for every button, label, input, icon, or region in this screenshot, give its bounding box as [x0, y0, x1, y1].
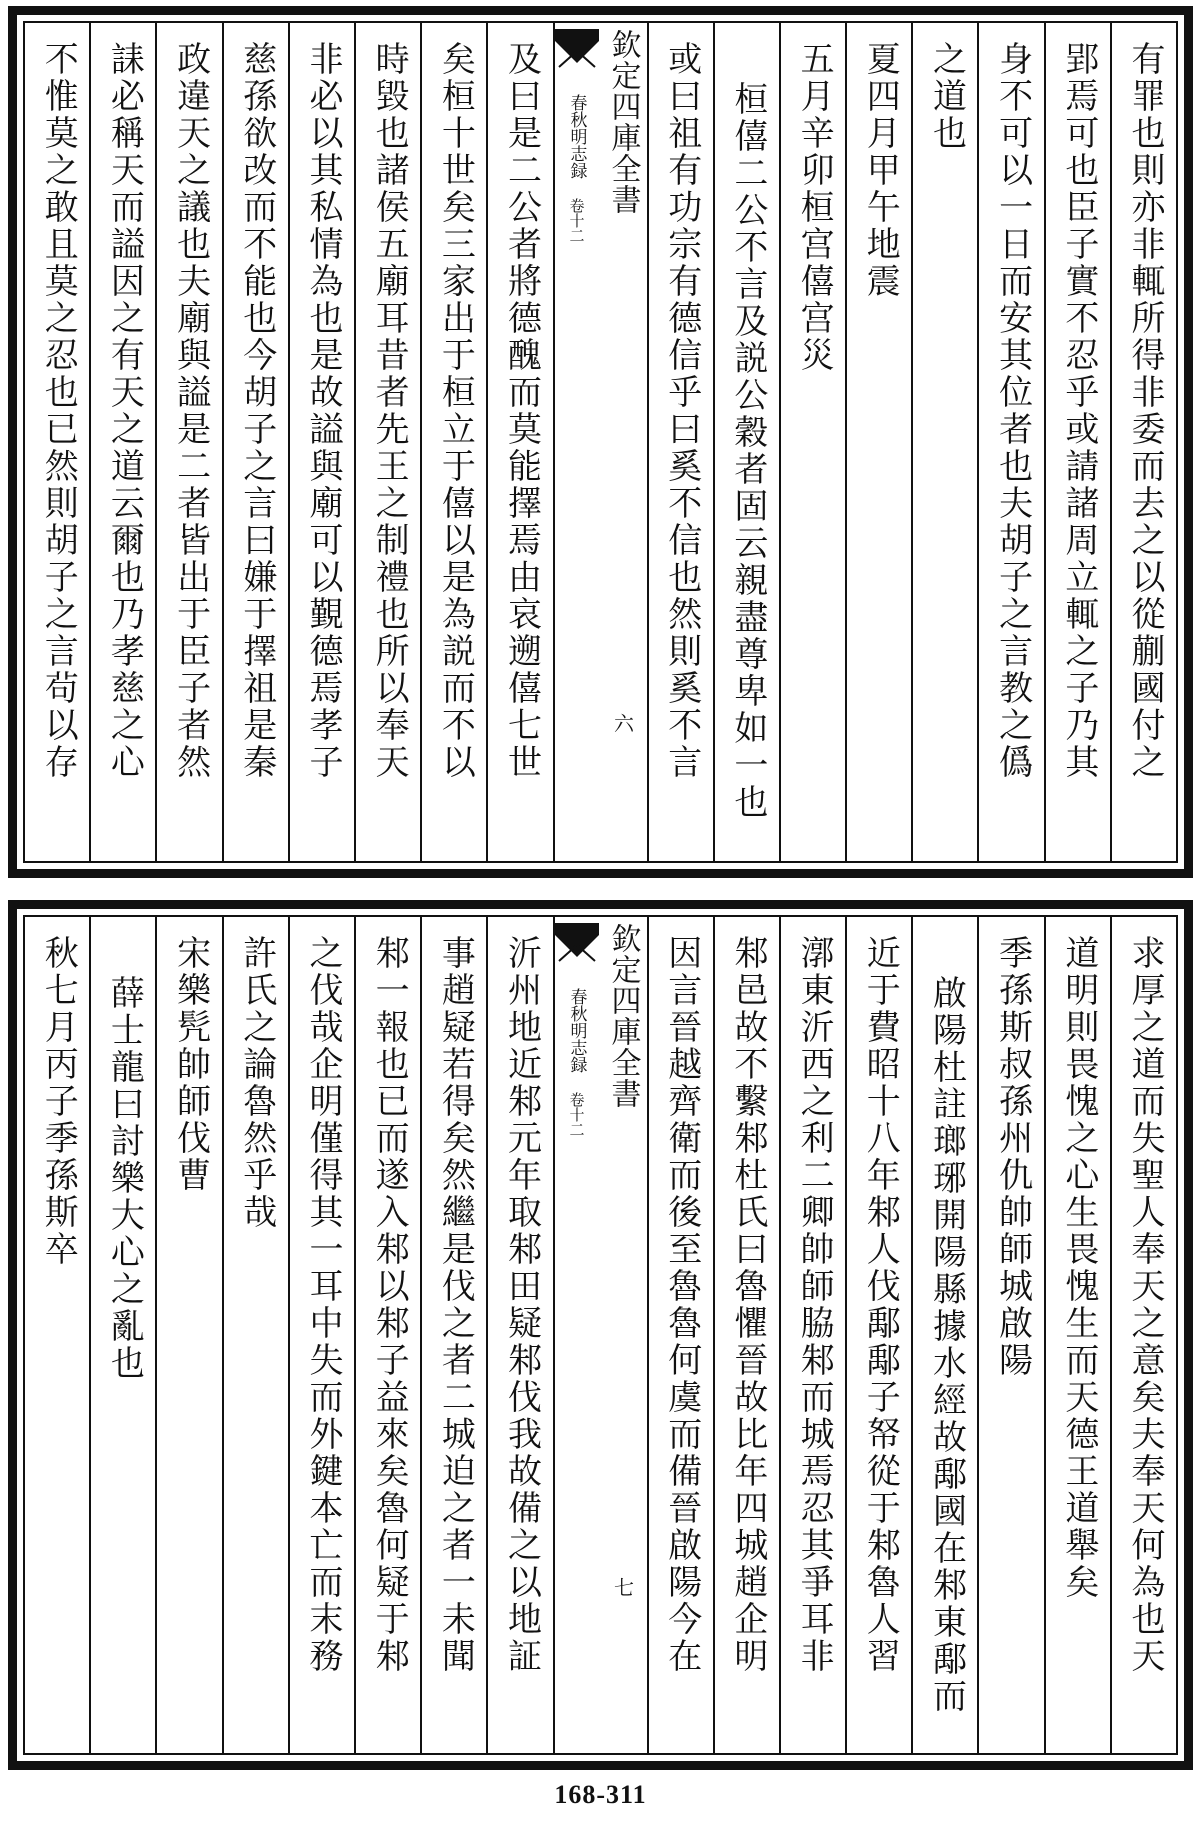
text-column: 宋樂髠帥師伐曹	[155, 917, 221, 1753]
fold-page-number: 七	[610, 1577, 635, 1597]
fold-volume: 卷十二	[567, 1092, 586, 1137]
text-column: 邾邑故不繫邾杜氏曰魯懼晉故比年四城趙企明	[713, 917, 779, 1753]
text-column: 漷東沂西之利二卿帥師脇邾而城焉忍其爭耳非	[779, 917, 845, 1753]
text-column: 之道也	[911, 23, 977, 861]
text-column: 有罪也則亦非輒所得非委而去之以從蒯國付之	[1110, 23, 1176, 861]
text-column: 季孫斯叔孫州仇帥師城啟陽	[977, 917, 1043, 1753]
text-column: 秋七月丙子季孫斯卒	[38, 935, 79, 1268]
text-column: 政違天之議也夫廟與謚是二者皆出于臣子者然	[155, 23, 221, 861]
fishtail-mark-icon	[555, 923, 599, 963]
text-column: 因言晉越齊衛而後至魯魯何虞而備晉啟陽今在	[647, 917, 713, 1753]
text-column: 時毀也諸侯五廟耳昔者先王之制禮也所以奉天	[354, 23, 420, 861]
text-column: 事趙疑若得矣然繼是伐之者二城迫之者一未聞	[420, 917, 486, 1753]
text-column: 身不可以一日而安其位者也夫胡子之言教之僞	[977, 23, 1043, 861]
text-column: 道明則畏愧之心生畏愧生而天德王道舉矣	[1044, 917, 1110, 1753]
fold-volume: 卷十二	[567, 198, 586, 243]
fold-book-title: 春秋明志録	[566, 988, 587, 1073]
top-page-frame	[23, 21, 1178, 863]
text-column: 許氏之論魯然乎哉	[222, 917, 288, 1753]
center-fold	[553, 23, 647, 861]
text-column: 五月辛卯桓宫僖宫災	[779, 23, 845, 861]
text-column: 夏四月甲午地震	[845, 23, 911, 861]
center-fold	[553, 917, 647, 1753]
text-column: 誄必稱天而謚因之有天之道云爾也乃孝慈之心	[89, 23, 155, 861]
text-column: 郢焉可也臣子實不忍乎或請諸周立輒之子乃其	[1044, 23, 1110, 861]
text-column: 之伐哉企明僅得其一耳中失而外鍵本亡而末務	[288, 917, 354, 1753]
fold-book-title: 春秋明志録	[566, 94, 587, 179]
text-column: 邾一報也已而遂入邾以邾子益來矣魯何疑于邾	[354, 917, 420, 1753]
text-column: 非必以其私情為也是故謚與廟可以覲德焉孝子	[288, 23, 354, 861]
top-page	[8, 6, 1193, 878]
text-column: 及曰是二公者將德醜而莫能擇焉由哀遡僖七世	[486, 23, 552, 861]
page-number: 168-311	[554, 1780, 647, 1809]
fold-title: 欽定四庫全書	[605, 923, 641, 1109]
bottom-page-frame	[23, 915, 1178, 1755]
text-column: 或曰祖有功宗有德信乎曰奚不信也然則奚不言	[647, 23, 713, 861]
fold-page-number: 六	[610, 713, 635, 733]
text-column: 沂州地近邾元年取邾田疑邾伐我故備之以地証	[486, 917, 552, 1753]
text-column: 不惟莫之敢且莫之忍也已然則胡子之言茍以存	[38, 41, 79, 781]
text-column: 桓僖二公不言及説公穀者固云親盡尊卑如一也	[713, 23, 779, 861]
bottom-page	[8, 900, 1193, 1770]
fold-title: 欽定四庫全書	[605, 29, 641, 215]
text-column: 啟陽杜註瑯琊開陽縣據水經故鄅國在邾東鄅而	[911, 917, 977, 1753]
text-column: 薛士龍曰討樂大心之亂也	[89, 917, 155, 1753]
text-column: 近于費昭十八年邾人伐鄅鄅子帑從于邾魯人習	[845, 917, 911, 1753]
text-column: 求厚之道而失聖人奉天之意矣夫奉天何為也天	[1110, 917, 1176, 1753]
fishtail-mark-icon	[555, 29, 599, 69]
text-column: 矣桓十世矣三家出于桓立于僖以是為説而不以	[420, 23, 486, 861]
text-column: 慈孫欲改而不能也今胡子之言曰嫌于擇祖是秦	[222, 23, 288, 861]
